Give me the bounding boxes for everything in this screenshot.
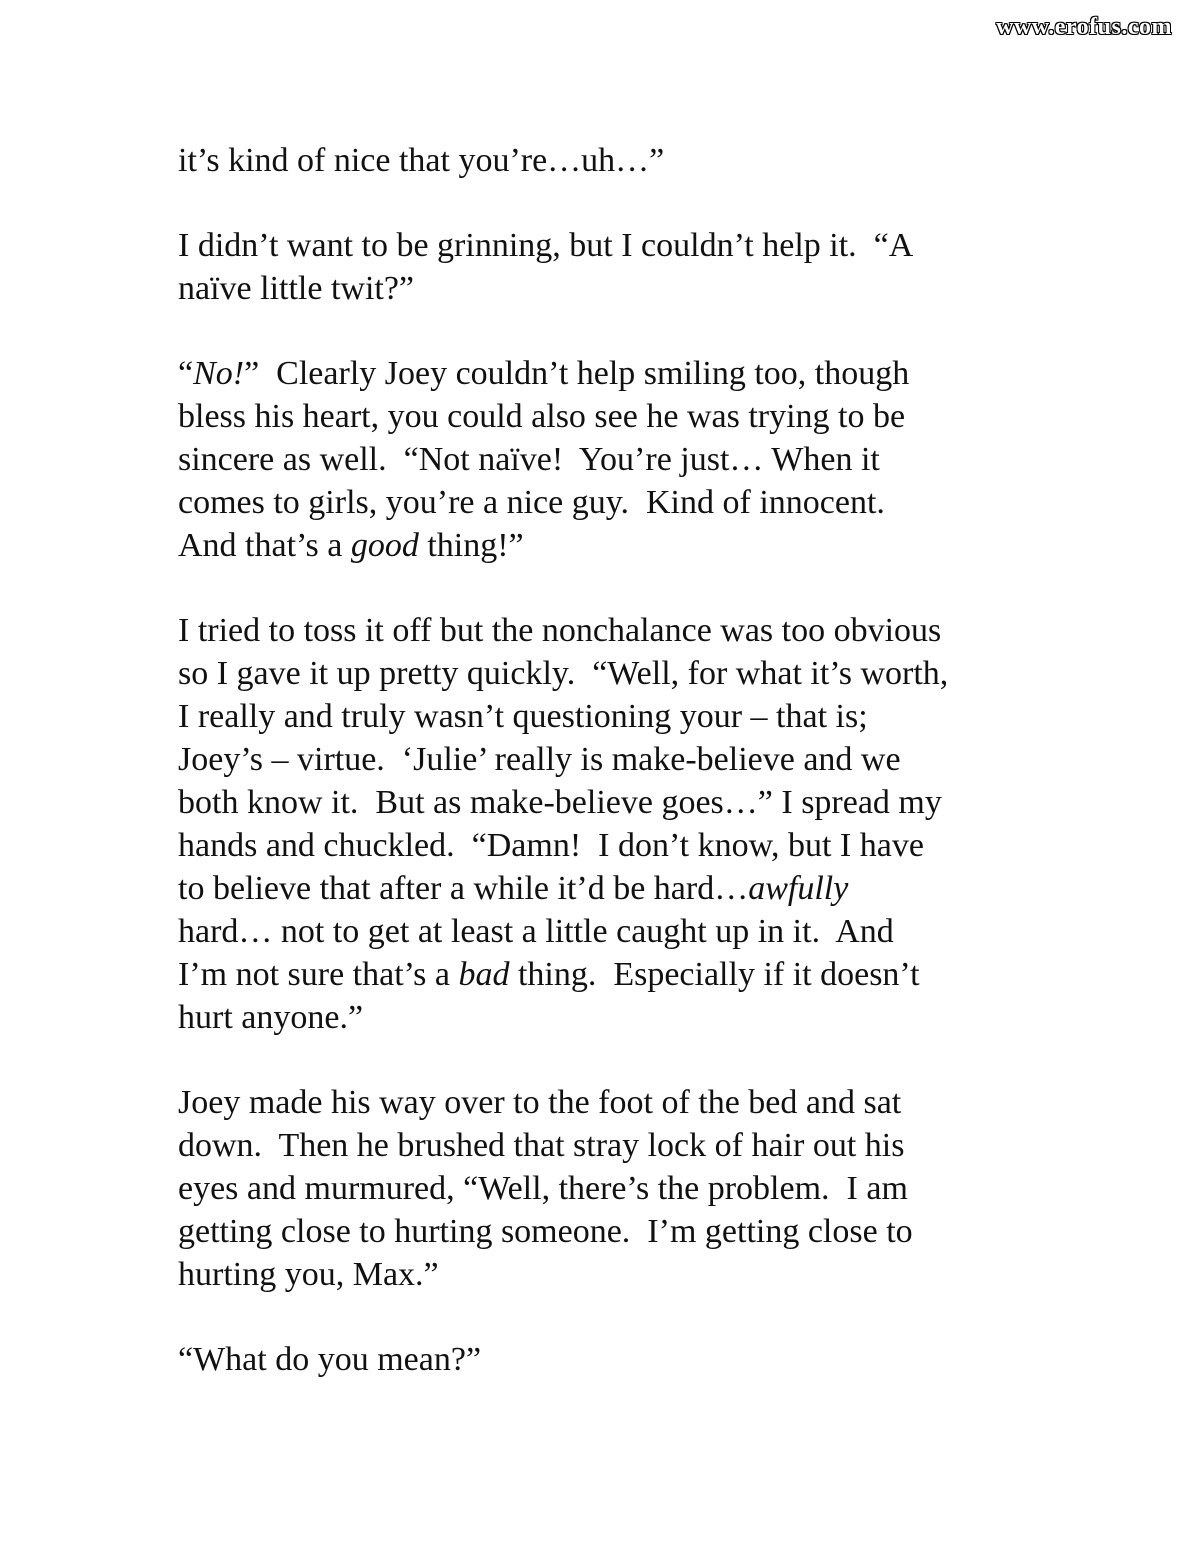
text-line [178, 395, 1078, 438]
text-run: to believe that after a while it’d be hard… [178, 870, 749, 907]
text-run: comes to girls, you’re a nice guy. Kind of innocent. [178, 484, 885, 521]
text-line [178, 1210, 1078, 1253]
paragraph [178, 609, 1078, 1039]
text-line [178, 1167, 1078, 1210]
text-line [178, 609, 1078, 652]
text-line [178, 1124, 1078, 1167]
text-run: both know it. But as make-believe goes…” I spread my [178, 784, 942, 821]
text-line [178, 524, 1078, 567]
text-run: I didn’t want to be grinning, but I couldn’t help it. “A [178, 227, 914, 264]
text-run: Joey made his way over to the foot of the bed and sat [178, 1084, 902, 1121]
italic-text: bad [458, 956, 510, 993]
text-line [178, 1253, 1078, 1296]
text-run: getting close to hurting someone. I’m getting close to [178, 1213, 913, 1250]
text-line [178, 438, 1078, 481]
text-line [178, 224, 1078, 267]
text-run: eyes and murmured, “Well, there’s the problem. I am [178, 1170, 908, 1207]
text-run: And that’s a [178, 527, 351, 564]
italic-text: good [350, 527, 419, 564]
text-run: naïve little twit?” [178, 270, 415, 307]
text-run: thing. Especially if it doesn’t [509, 956, 920, 993]
text-run: I tried to toss it off but the nonchalance was too obvious [178, 612, 942, 649]
text-line [178, 139, 1078, 182]
text-run: hurting you, Max.” [178, 1256, 439, 1293]
document-page [178, 139, 1078, 1423]
text-run: hands and chuckled. “Damn! I don’t know, but I have [178, 827, 924, 864]
text-line [178, 1338, 1078, 1381]
text-run: hurt anyone.” [178, 999, 364, 1036]
text-line [178, 652, 1078, 695]
text-line [178, 953, 1078, 996]
text-run: sincere as well. “Not naïve! You’re just… When it [178, 441, 880, 478]
text-line [178, 267, 1078, 310]
text-line [178, 781, 1078, 824]
paragraph [178, 1081, 1078, 1296]
text-run: “What do you mean?” [178, 1341, 482, 1378]
paragraph [178, 224, 1078, 310]
text-line [178, 352, 1078, 395]
text-run: “ [178, 355, 194, 392]
text-run: down. Then he brushed that stray lock of hair out his [178, 1127, 905, 1164]
paragraph [178, 1338, 1078, 1381]
text-run: thing!” [418, 527, 524, 564]
text-line [178, 910, 1078, 953]
site-watermark: www.erofus.com [996, 14, 1172, 40]
text-run: I really and truly wasn’t questioning your – that is; [178, 698, 868, 735]
paragraph [178, 139, 1078, 182]
text-run: bless his heart, you could also see he was trying to be [178, 398, 906, 435]
text-line [178, 738, 1078, 781]
text-line [178, 1081, 1078, 1124]
text-run: ” Clearly Joey couldn’t help smiling too, though [244, 355, 910, 392]
text-line [178, 824, 1078, 867]
italic-text: No! [193, 355, 245, 392]
text-line [178, 996, 1078, 1039]
text-run: Joey’s – virtue. ‘Julie’ really is make-believe and we [178, 741, 901, 778]
paragraph [178, 352, 1078, 567]
text-run: I’m not sure that’s a [178, 956, 459, 993]
text-line [178, 695, 1078, 738]
text-run: hard… not to get at least a little caught up in it. And [178, 913, 894, 950]
text-line [178, 481, 1078, 524]
text-line [178, 867, 1078, 910]
text-run: it’s kind of nice that you’re…uh…” [178, 142, 665, 179]
text-run: so I gave it up pretty quickly. “Well, for what it’s worth, [178, 655, 949, 692]
italic-text: awfully [748, 870, 849, 907]
